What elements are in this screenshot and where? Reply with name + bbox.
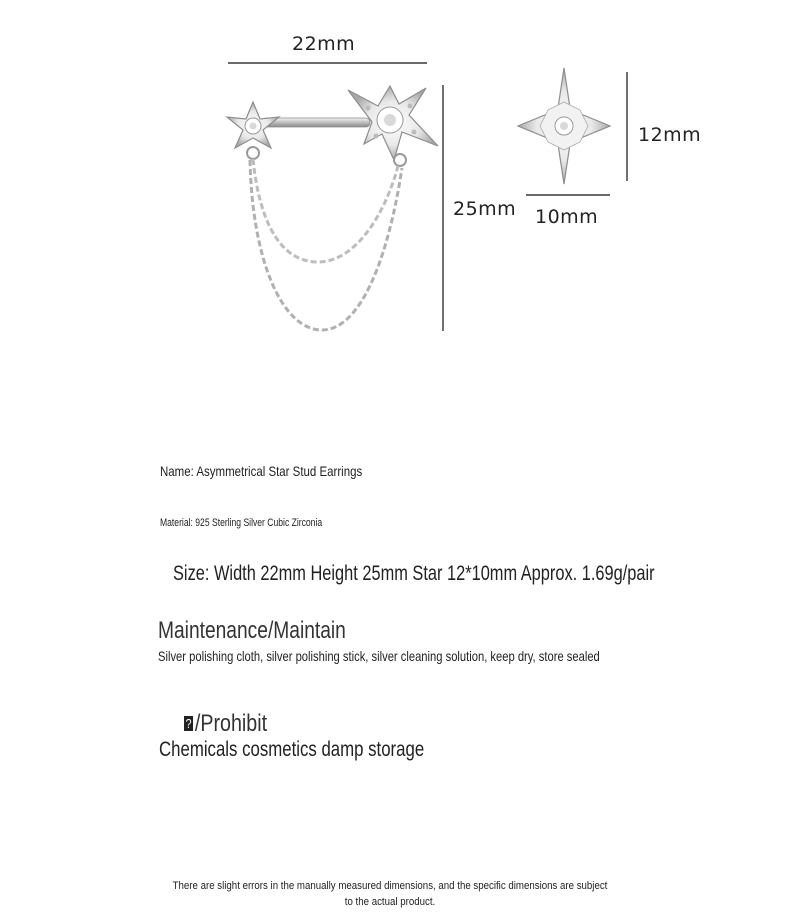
stud-star [518, 68, 610, 184]
product-material: Material: 925 Sterling Silver Cubic Zirconia [160, 517, 323, 529]
prohibit-title-text: /Prohibit [194, 710, 268, 737]
prohibit-title [184, 710, 267, 738]
maintenance-title: Maintenance/Maintain [158, 617, 346, 644]
left-jump-ring [247, 147, 259, 159]
right-jump-ring [394, 154, 406, 166]
product-name: Name: Asymmetrical Star Stud Earrings [160, 463, 363, 479]
short-chain [253, 159, 398, 262]
maintenance-text: Silver polishing cloth, silver polishing stick, silver cleaning solution, keep dry, store sealed [158, 648, 600, 664]
star-width-label: 10mm [535, 206, 599, 228]
missing-glyph-icon: ? [185, 716, 192, 731]
height-label: 25mm [453, 198, 517, 220]
connecting-bar [262, 118, 370, 127]
product-figure [0, 0, 790, 400]
prohibit-text: Chemicals cosmetics damp storage [159, 738, 425, 761]
width-label: 22mm [292, 33, 356, 55]
footer-note: There are slight errors in the manually measured dimensions, and the specific dimensions are subject to the actual product. [172, 880, 608, 908]
long-chain [250, 160, 402, 330]
star-height-label: 12mm [638, 124, 702, 146]
product-size: Size: Width 22mm Height 25mm Star 12*10mm Approx. 1.69g/pair [173, 562, 655, 585]
